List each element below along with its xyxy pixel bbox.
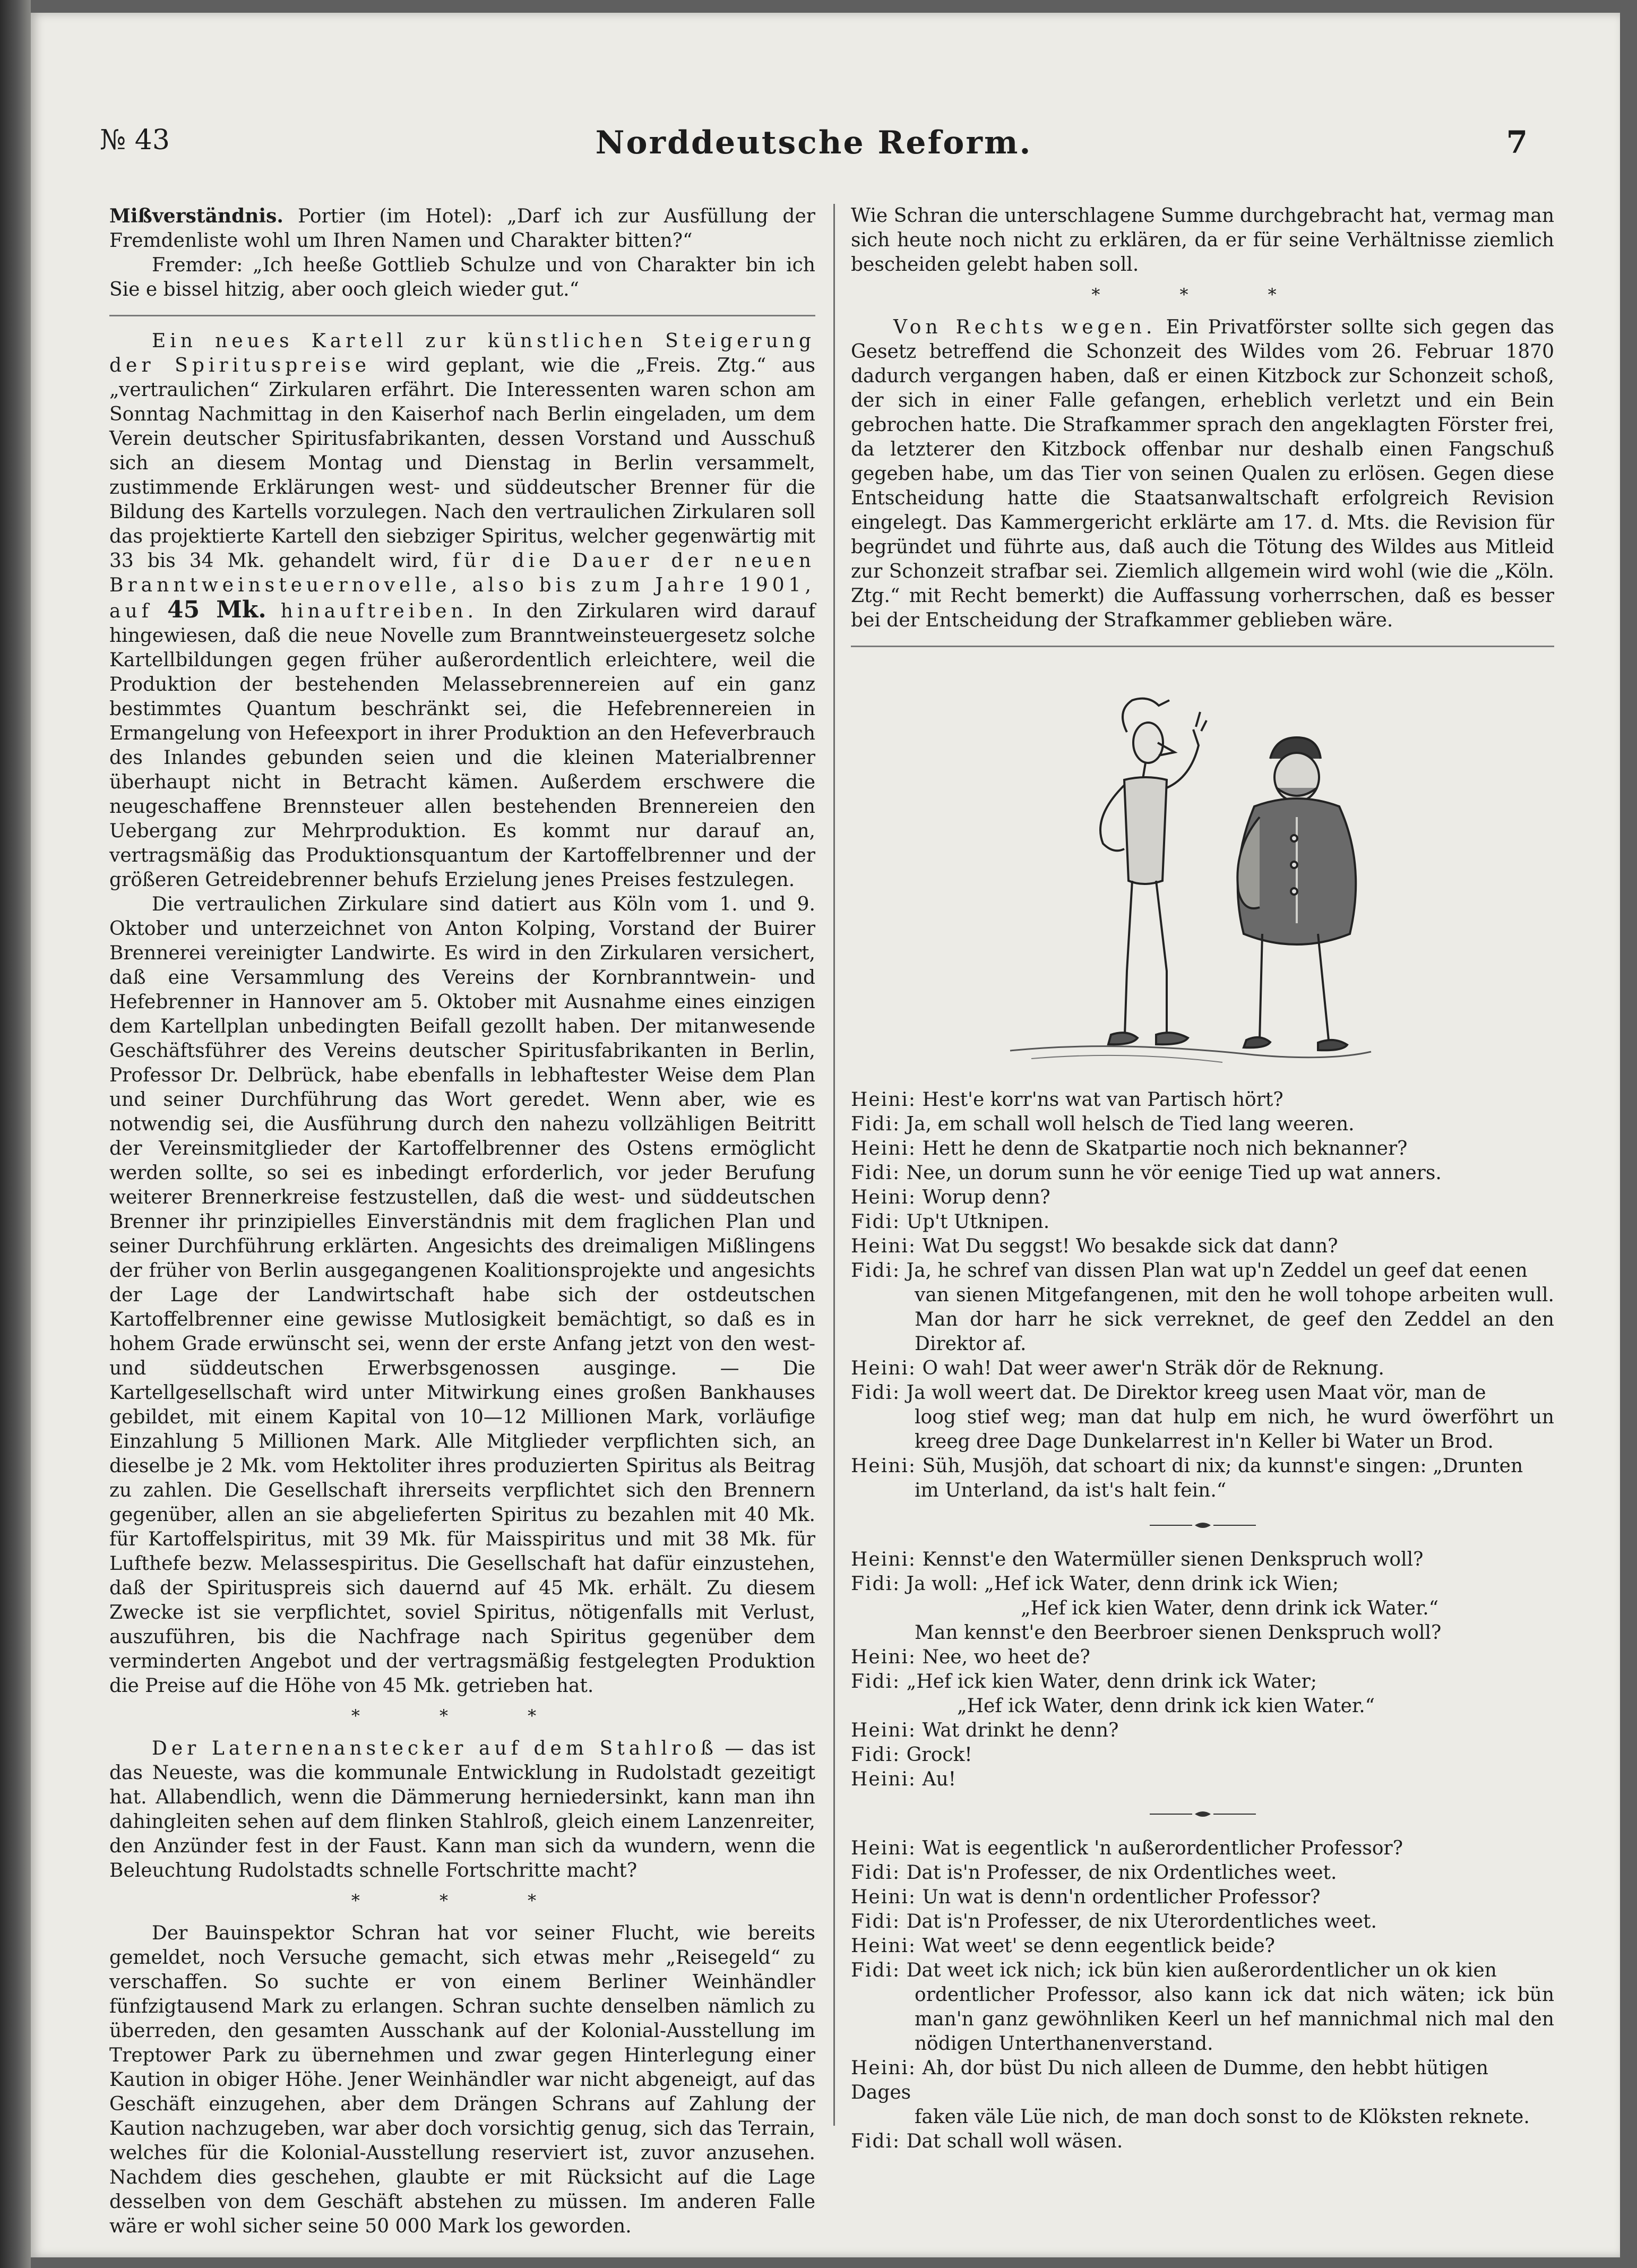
dialog-text: Dat is'n Professer, de nix Uterordentliches weet. [906, 1911, 1377, 1932]
dialog-text: Wat weet' se denn eegentlick beide? [922, 1935, 1275, 1957]
separator-stars: * * * [1091, 285, 1314, 305]
speaker-label: Fidi: [851, 1671, 901, 1693]
article-text: Die vertraulichen Zirkulare sind datiert aus Köln vom 1. und 9. Oktober und unterzeichnet von Anton Kolping, Vorstand der Buirer Brennerei vereinigter Landwirte. Es wird in den Zirkularen versichert, daß eine Versammlung des Vereins der Kornbranntwein- und Hefebrenner in Hannover am 5. Oktober mit Ausnahme eines einzigen dem Kartellplan unbedingten Beifall gezollt haben. Der mitanwesende Geschäftsführer des Vereins deutscher Spiritusfabrikanten in Berlin, Professor Dr. Delbrück, habe ebenfalls in lebhaftester Weise dem Plan und seiner Durchführung das Wort geredet. Wenn aber, wie es notwendig sei, die Ausführung durch den nahezu vollzähligen Beitritt der Vereinsmitglieder der Kartoffelbrenner des Ostens ermöglicht werden sollte, so sei es inbedingt erforderlich, vor jeder Berufung weiterer Brennerkreise festzustellen, daß die west- und süddeutschen Brenner ihr prinzipielles Einverständnis mit dem fraglichen Plan und seiner Durchführung erklärten. Angesichts des dreimaligen Mißlingens der früher von Berlin ausgegangenen Koalitionsprojekte und angesichts der Lage der Landwirtschaft habe sich der ostdeutschen Kartoffelbrenner eine gewisse Mutlosigkeit bemächtigt, so daß es in hohem Grade erwünscht sei, wenn der erste Anfang jetzt von den west- und süddeutschen Erwerbsgenossen ausginge. — Die Kartellgesellschaft wird unter Mitwirkung eines großen Bankhauses gebildet, mit einem Kapital von 10—12 Millionen Mark, vorläufige Einzahlung 5 Millionen Mark. Alle Mitglieder verpflichten sich, an dieselbe je 2 Mk. vom Hektoliter ihres produzierten Spiritus als Beitrag zu zahlen. Die Gesellschaft ihrerseits verpflichtet sich den Brennern gegenüber, allen an sie abgelieferten Spiritus zu bezahlen mit 40 Mk. für Kartoffelspiritus, mit 39 Mk. für Maisspiritus und mit 38 Mk. für Lufthefe bezw. Melassespiritus. Die Gesellschaft hat dafür einzustehen, daß der Spirituspreis sich dauernd auf 45 Mk. erhält. Zu diesem Zwecke ist sie verpflichtet, soviel Spiritus, nötigenfalls mit Verlust, auszuführen, bis die Nachfrage nach Spiritus gegenüber dem verminderten Angebot und der vertragsmäßig festgelegten Produktion die Preise auf die Höhe von 45 Mk. getrieben hat. [109, 894, 815, 1697]
dialog-text: O wah! Dat weer awer'n Sträk dör de Reknung. [922, 1358, 1384, 1379]
article-text: In den Zirkularen wird darauf hingewiesen, daß die neue Novelle zum Branntweinsteuergesetz solche Kartellbildungen gegen früher außerordentlich erleichtere, weil die Produktion der bestehenden Melassebrennereien auf ein ganz bestimmtes Quantum beschränkt sei, die Hefebrennereien in Ermangelung von Hefeexport in ihrer Produktion an den Hefeverbrauch des Inlandes gebunden seien und die kleinen Materialbrenner überhaupt nicht in Betracht kämen. Außerdem erschwere die neugeschaffene Brennsteuer allen bestehenden Brennereien den Uebergang zur Mehrproduktion. Es kommt nur darauf an, vertragsmäßig das Produktionsquantum der Kartoffelbrenner und der größeren Getreidebrenner behufs Erzielung jenes Preises festzulegen. [109, 600, 816, 891]
dialog-line [851, 1621, 1554, 1645]
speaker-label: Heini: [851, 1358, 917, 1379]
dialog-line [851, 1861, 1554, 1885]
dialog-line [851, 1670, 1554, 1694]
article-text: Der Bauinspektor Schran hat vor seiner Flucht, wie bereits gemeldet, noch Versuche gemacht, sich etwas mehr „Reisegeld“ zu verschaffen. So suchte er von einem Berliner Weinhändler fünfzigtausend Mark zu erlangen. Schran suchte denselben nämlich zu überreden, den gesamten Ausschank auf der Kolonial-Ausstellung im Treptower Park zu übernehmen und zwar gegen Hinterlegung einer Kaution in obiger Höhe. Jener Weinhändler war nicht abgeneigt, auf das Geschäft einzugehen, aber dem Drängen Schrans auf Zahlung der Kaution nachzugeben, war aber doch vorsichtig genug, sich das Terrain, welches für die Kolonial-Ausstellung reserviert ist, zuvor anzusehen. Nachdem dies geschehen, glaubte er mit Rücksicht auf die Lage desselben von dem Geschäft abstehen zu müssen. Im anderen Falle wäre er wohl sicher seine 50 000 Mark los geworden. [109, 1922, 815, 2237]
dialog-line [851, 2056, 1554, 2105]
ornament-divider [1150, 1521, 1256, 1530]
separator-stars: * * * [351, 1706, 574, 1726]
dialog-text: Wat Du seggst! Wo besakde sick dat dann? [922, 1235, 1338, 1257]
speaker-label: Heini: [851, 1768, 917, 1790]
speaker-label: Fidi: [851, 1911, 901, 1932]
dialog-text: Dat weet ick nich; ick bün kien außerordentlicher un ok kien [906, 1960, 1497, 1981]
article-text: Ein Privatförster sollte sich gegen das Gesetz betreffend die Schonzeit des Wildes vom 26. Februar 1870 dadurch vergangen haben, daß er einen Kitzbock zur Schonzeit schoß, der sich in einer Falle gefangen, erheblich verletzt und ein Bein gebrochen hatte. Die Strafkammer sprach den angeklagten Förster frei, da letzterer den Kitzbock offenbar nur deshalb einen Fangschuß gegeben habe, um das Tier von seinen Qualen zu erlösen. Gegen diese Entscheidung hatte die Staatsanwaltschaft erfolgreich Revision eingelegt. Das Kammergericht erklärte am 17. d. Mts. die Revision für begründet und führte aus, daß auch die Tötung des Wildes aus Mitleid zur Schonzeit strafbar sei. Ziemlich allgemein wird wohl (wie die „Köln. Ztg.“ mit Recht bemerkt) die Auffassung vorherrschen, daß es besser bei der Entscheidung der Strafkammer geblieben wäre. [851, 316, 1554, 631]
dialog-line [851, 1958, 1554, 1983]
speaker-label: Fidi: [851, 1573, 901, 1595]
dialog-line [851, 1596, 1554, 1621]
speaker-label: Heini: [851, 1138, 917, 1159]
dialog-line [851, 1767, 1554, 1792]
dialog-line [851, 1572, 1554, 1596]
dialog-text: im Unterland, da ist's halt fein.“ [915, 1480, 1227, 1501]
speaker-label: Heini: [851, 1646, 917, 1668]
dialog-text: van sienen Mitgefangenen, mit den he woll tohope arbeiten wull. Man dor harr he sick verreknet, de geef den Zeddel an den Direktor af. [915, 1284, 1554, 1355]
cartoon-illustration [851, 668, 1554, 1088]
section-rule [851, 646, 1554, 647]
article-text: Fremder: „Ich heeße Gottlieb Schulze und von Charakter bin ich Sie e bissel hitzig, aber ooch gleich wieder gut.“ [109, 254, 815, 300]
dialog-line [851, 1381, 1554, 1405]
dialog-text: faken väle Lüe nich, de man doch sonst to de Klöksten reknete. [915, 2106, 1530, 2128]
dialog-line [851, 1934, 1554, 1958]
dialog-text: Worup denn? [922, 1187, 1050, 1208]
dialog-text: Dat is'n Professer, de nix Ordentliches weet. [906, 1862, 1337, 1884]
article-lead: Von Rechts wegen. [893, 316, 1157, 338]
speaker-label: Heini: [851, 1187, 917, 1208]
dialog-line [851, 1645, 1554, 1670]
speaker-label: Fidi: [851, 1162, 901, 1184]
cartoon-drawing [851, 668, 1554, 1088]
dialog-text: Grock! [906, 1744, 972, 1766]
dialog-line [851, 1088, 1554, 1112]
speaker-label: Heini: [851, 2057, 917, 2079]
article-laterne [109, 1737, 815, 1883]
article-text: Wie Schran die unterschlagene Summe durchgebracht hat, vermag man sich heute noch nicht zu erklären, da er für seine Verhältnisse ziemlich bescheiden gelebt haben soll. [851, 205, 1554, 276]
speaker-label: Fidi: [851, 1113, 901, 1135]
speaker-label: Heini: [851, 1235, 917, 1257]
dialog-line [851, 1259, 1554, 1283]
dialog-text: Ja, em schall woll helsch de Tied lang weeren. [906, 1113, 1355, 1135]
dialog-line [851, 1283, 1554, 1356]
dialog-line [851, 1112, 1554, 1137]
page-header [100, 124, 1528, 183]
dialog-text: Hett he denn de Skatpartie noch nich beknanner? [922, 1138, 1408, 1159]
speaker-label: Heini: [851, 1455, 917, 1477]
speaker-label: Fidi: [851, 1862, 901, 1884]
dialog-text: Au! [922, 1768, 957, 1790]
dialog-block-3 [851, 1836, 1554, 2154]
dialog-line [851, 1137, 1554, 1161]
dialog-line [851, 1694, 1554, 1719]
dialog-text: Wat is eegentlick 'n außerordentlicher Professor? [922, 1837, 1403, 1859]
speaker-label: Fidi: [851, 1211, 901, 1233]
speaker-label: Heini: [851, 1089, 917, 1111]
dialog-line [851, 1454, 1554, 1479]
dialog-text: Man kennst'e den Beerbroer sienen Denkspruch woll? [915, 1622, 1442, 1644]
dialog-line [851, 1719, 1554, 1743]
article-von-rechts-wegen [851, 315, 1554, 633]
dialog-text: ordentlicher Professor, also kann ick dat nich wäten; ick bün man'n ganz gewöhnliken Keerl un hef mannichmal nich mal den nödigen Unterthanenverstand. [915, 1984, 1554, 2055]
article-text: — das ist das Neueste, was die kommunale Entwicklung in Rudolstadt gezeitigt hat. Allabendlich, wenn die Dämmerung herniedersinkt, kann man ihn dahingleiten sehen auf dem flinken Stahlroß, gleich einem Lanzenreiter, den Anzünder fest in der Faust. Kann man sich da wundern, wenn die Beleuchtung Rudolstadts schnelle Fortschritte macht? [109, 1738, 815, 1882]
dialog-text: Nee, wo heet de? [922, 1646, 1090, 1668]
dialog-line [851, 2105, 1554, 2129]
dialog-line [851, 1910, 1554, 1934]
dialog-text: Ja, he schref van dissen Plan wat up'n Zeddel un geef dat eenen [906, 1260, 1528, 1282]
dialog-text: Un wat is denn'n ordentlicher Professor? [922, 1886, 1321, 1908]
article-lead: Ein neues Kartell zur künstlichen Steigerung der Spirituspreise [109, 330, 815, 376]
dialog-text: „Hef ick kien Water, denn drink ick Water; [906, 1671, 1317, 1693]
dialog-text: „Hef ick kien Water, denn drink ick Water.“ [1021, 1597, 1439, 1619]
dialog-line [851, 2129, 1554, 2154]
issue-number: № 43 [100, 124, 170, 156]
dialog-text: Kennst'e den Watermüller sienen Denkspruch woll? [922, 1549, 1424, 1570]
dialog-line [851, 1185, 1554, 1210]
speaker-label: Fidi: [851, 1744, 901, 1766]
article-text-emphasis: für die Dauer der neuen Branntweinsteuernovelle, also bis zum Jahre 1901, auf [109, 550, 815, 622]
speaker-label: Fidi: [851, 1960, 901, 1981]
ornament-divider [1150, 1810, 1256, 1818]
article-text: wird geplant, wie die „Freis. Ztg.“ aus „vertraulichen“ Zirkularen erfährt. Die Interessenten waren schon am Sonntag Nachmittag in den Kaiserhof nach Berlin eingeladen, um dem Verein deutscher Spiritusfabrikanten, dessen Vorstand und Ausschuß sich an diesem Montag und Dienstag in Berlin versammelt, zustimmende Erklärungen west- und süddeutscher Brenner für die Bildung des Kartells vorzulegen. Nach den vertraulichen Zirkularen soll das projektierte Kartell den siebziger Spiritus, welcher gegenwärtig mit 33 bis 34 Mk. gehandelt wird, [109, 355, 815, 572]
page-number: 7 [1506, 124, 1528, 160]
dialog-line [851, 1548, 1554, 1572]
article-heading: Mißverständnis. [109, 205, 283, 227]
speaker-label: Heini: [851, 1935, 917, 1957]
dialog-text: Dat schall woll wäsen. [906, 2130, 1123, 2152]
dialog-text: Nee, un dorum sunn he vör eenige Tied up wat anners. [906, 1162, 1442, 1184]
dialog-line [851, 1161, 1554, 1185]
dialog-text: Wat drinkt he denn? [922, 1720, 1119, 1741]
dialog-line [851, 1405, 1554, 1454]
speaker-label: Heini: [851, 1886, 917, 1908]
dialog-line [851, 1836, 1554, 1861]
price-highlight: 45 Mk. [167, 596, 266, 623]
dialog-text: Up't Utknipen. [906, 1211, 1050, 1233]
article-text-emphasis: hinauftreiben. [280, 600, 478, 622]
dialog-line [851, 1356, 1554, 1381]
dialog-line [851, 1210, 1554, 1234]
article-missverstaendnis [109, 204, 815, 302]
dialog-line [851, 1743, 1554, 1767]
dialog-text: Ja woll: „Hef ick Water, denn drink ick Wien; [906, 1573, 1339, 1595]
speaker-label: Heini: [851, 1837, 917, 1859]
dialog-block-2 [851, 1548, 1554, 1792]
dialog-text: Ah, dor büst Du nich alleen de Dumme, den hebbt hütigen Dages [851, 2057, 1488, 2103]
speaker-label: Heini: [851, 1549, 917, 1570]
dialog-line [851, 1234, 1554, 1259]
article-schran [109, 1921, 815, 2239]
section-rule [109, 315, 815, 316]
masthead-title: Norddeutsche Reform. [595, 124, 1032, 161]
dialog-line [851, 1885, 1554, 1910]
separator-stars: * * * [351, 1891, 574, 1911]
column-divider [833, 204, 835, 2126]
speaker-label: Fidi: [851, 1382, 901, 1404]
article-text: Portier (im Hotel): „Darf ich zur Ausfüllung der Fremdenliste wohl um Ihren Namen und Charakter bitten?“ [109, 205, 815, 252]
speaker-label: Fidi: [851, 1260, 901, 1282]
article-kartell [109, 329, 815, 1698]
dialog-block-1 [851, 1088, 1554, 1503]
dialog-text: Ja woll weert dat. De Direktor kreeg usen Maat vör, man de [906, 1382, 1486, 1404]
dialog-line [851, 1983, 1554, 2056]
dialog-text: loog stief weg; man dat hulp em nich, he wurd öwerföhrt un kreeg dree Dage Dunkelarrest in'n Keller bi Water un Brod. [915, 1406, 1554, 1453]
speaker-label: Heini: [851, 1720, 917, 1741]
dialog-line [851, 1479, 1554, 1503]
speaker-label: Fidi: [851, 2130, 901, 2152]
dialog-text: Hest'e korr'ns wat van Partisch hört? [922, 1089, 1283, 1111]
dialog-text: „Hef ick Water, denn drink ick kien Water.“ [957, 1695, 1375, 1717]
newspaper-page [31, 13, 1620, 2257]
dialog-text: Süh, Musjöh, dat schoart di nix; da kunnst'e singen: „Drunten [922, 1455, 1523, 1477]
left-column [109, 204, 815, 2239]
book-binding-edge [0, 0, 31, 2268]
article-lead: Der Laternenanstecker auf dem Stahlroß [152, 1738, 718, 1759]
right-column [851, 204, 1554, 2154]
